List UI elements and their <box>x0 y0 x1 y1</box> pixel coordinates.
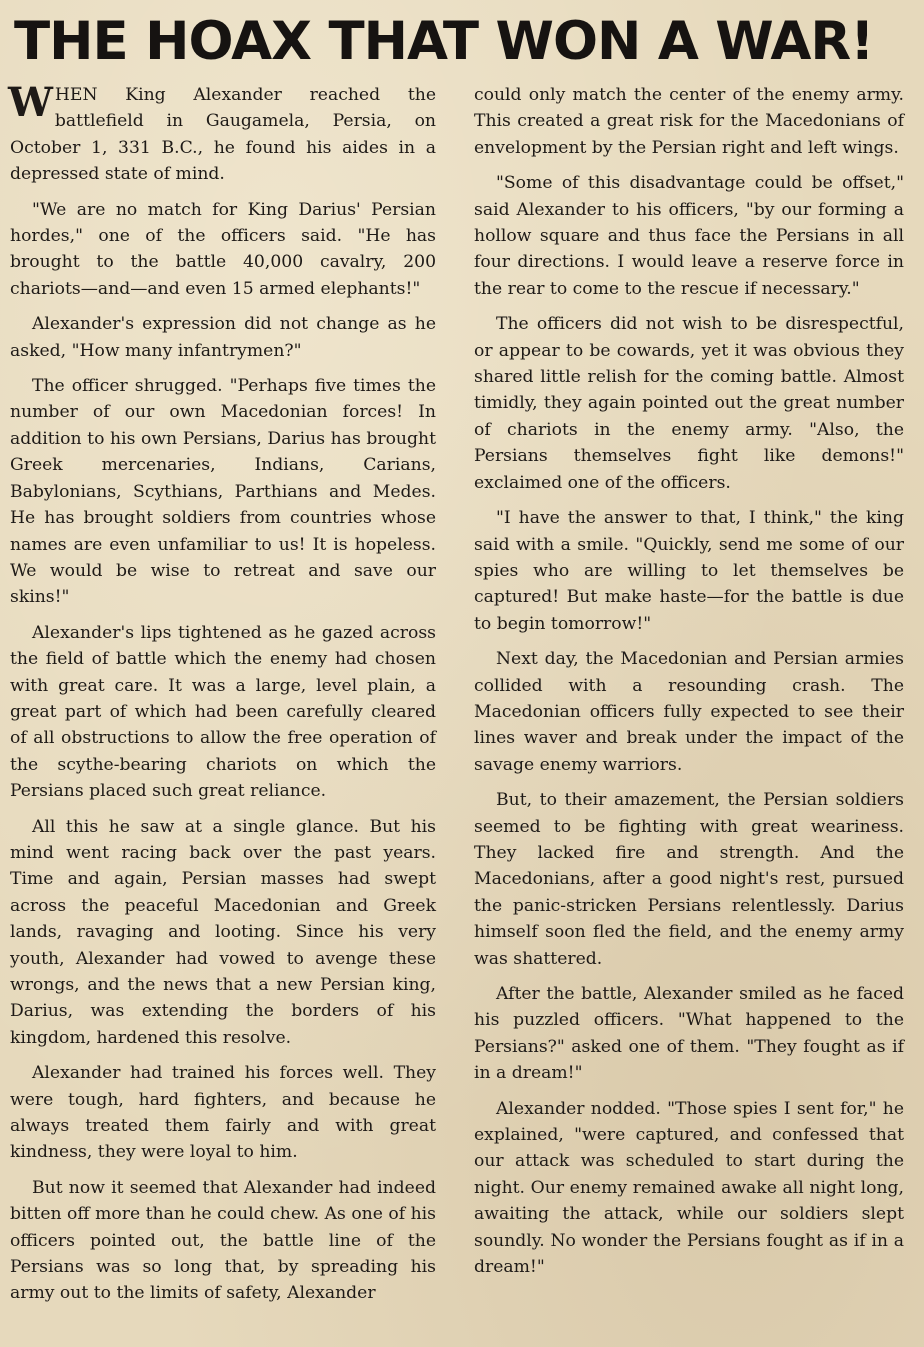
drop-cap: W <box>8 79 53 126</box>
paragraph: But, to their amazement, the Persian soldiers seemed to be fighting with great weariness. They lacked fire and strength. And the Macedonians, after a good night's rest, pursued the panic-stricken Persians relentlessly. Darius himself soon fled the field, and the enemy army was shattered. <box>474 790 904 969</box>
paragraph: Next day, the Macedonian and Persian armies collided with a resounding crash. The Macedonian officers fully expected to see their lines waver and break under the impact of the savage enemy warriors. <box>474 649 904 775</box>
paragraph <box>8 79 436 188</box>
paragraph: After the battle, Alexander smiled as he faced his puzzled officers. "What happened to the Persians?" asked one of them. "They fought as if in a dream!" <box>474 984 904 1084</box>
paragraph-text: HEN King Alexander reached the battlefield in Gaugamela, Persia, on October 1, 331 B.C., he found his aides in a depressed state of mind. <box>10 85 436 185</box>
paragraph: "We are no match for King Darius' Persian hordes," one of the officers said. "He has brought to the battle 40,000 cavalry, 200 chariots—and—and even 15 armed elephants!" <box>10 199 436 299</box>
paragraph: But now it seemed that Alexander had indeed bitten off more than he could chew. As one of his officers pointed out, the battle line of the Persians was so long that, by spreading his army out to the limits of safety, Alexander <box>10 1177 436 1304</box>
paragraph: The officers did not wish to be disrespectful, or appear to be cowards, yet it was obvious they shared little relish for the coming battle. Almost timidly, they again pointed out the great number of chariots in the enemy army. "Also, the Persians themselves fight like demons!" exclaimed one of the officers. <box>474 314 904 493</box>
right-column <box>474 82 904 1289</box>
paragraph: Alexander had trained his forces well. They were tough, hard fighters, and because he always treated them fairly and with great kindness, they were loyal to him. <box>10 1063 436 1163</box>
paragraph: Alexander's lips tightened as he gazed across the field of battle which the enemy had chosen with great care. It was a large, level plain, a great part of which had been carefully cleared of all obstructions to allow the free operation of the scythe-bearing chariots on which the Persians placed such great reliance. <box>10 622 436 802</box>
paragraph: Alexander nodded. "Those spies I sent for," he explained, "were captured, and confessed that our attack was scheduled to start during the night. Our enemy remained awake all night long, awaiting the attack, while our soldiers slept soundly. No wonder the Persians fought as if in a dream!" <box>474 1098 904 1278</box>
page-title: THE HOAX THAT WON A WAR! <box>14 11 874 72</box>
paragraph: "Some of this disadvantage could be offset," said Alexander to his officers, "by our forming a hollow square and thus face the Persians in all four directions. I would leave a reserve force in the rear to come to the rescue if necessary." <box>474 173 904 299</box>
paragraph: could only match the center of the enemy army. This created a great risk for the Macedonians of envelopment by the Persian right and left wings. <box>474 85 904 158</box>
paragraph: "I have the answer to that, I think," the king said with a smile. "Quickly, send me some of our spies who are willing to let themselves be captured! But make haste—for the battle is due to begin tomorrow!" <box>474 508 904 634</box>
paragraph: Alexander's expression did not change as he asked, "How many infantrymen?" <box>10 314 436 361</box>
left-column <box>8 79 436 1316</box>
paragraph: The officer shrugged. "Perhaps five times the number of our own Macedonian forces! In addition to his own Persians, Darius has brought Greek mercenaries, Indians, Carians, Babylonians, Scythians, Parthians and Medes. He has brought soldiers from countries whose names are even unfamiliar to us! It is hopeless. We would be wise to retreat and save our skins!" <box>10 376 436 608</box>
paragraph: All this he saw at a single glance. But his mind went racing back over the past years. Time and again, Persian masses had swept across the peaceful Macedonian and Greek lands, ravaging and looting. Since his very youth, Alexander had vowed to avenge these wrongs, and the news that a new Persian king, Darius, was extending the borders of his kingdom, hardened this resolve. <box>10 816 436 1048</box>
